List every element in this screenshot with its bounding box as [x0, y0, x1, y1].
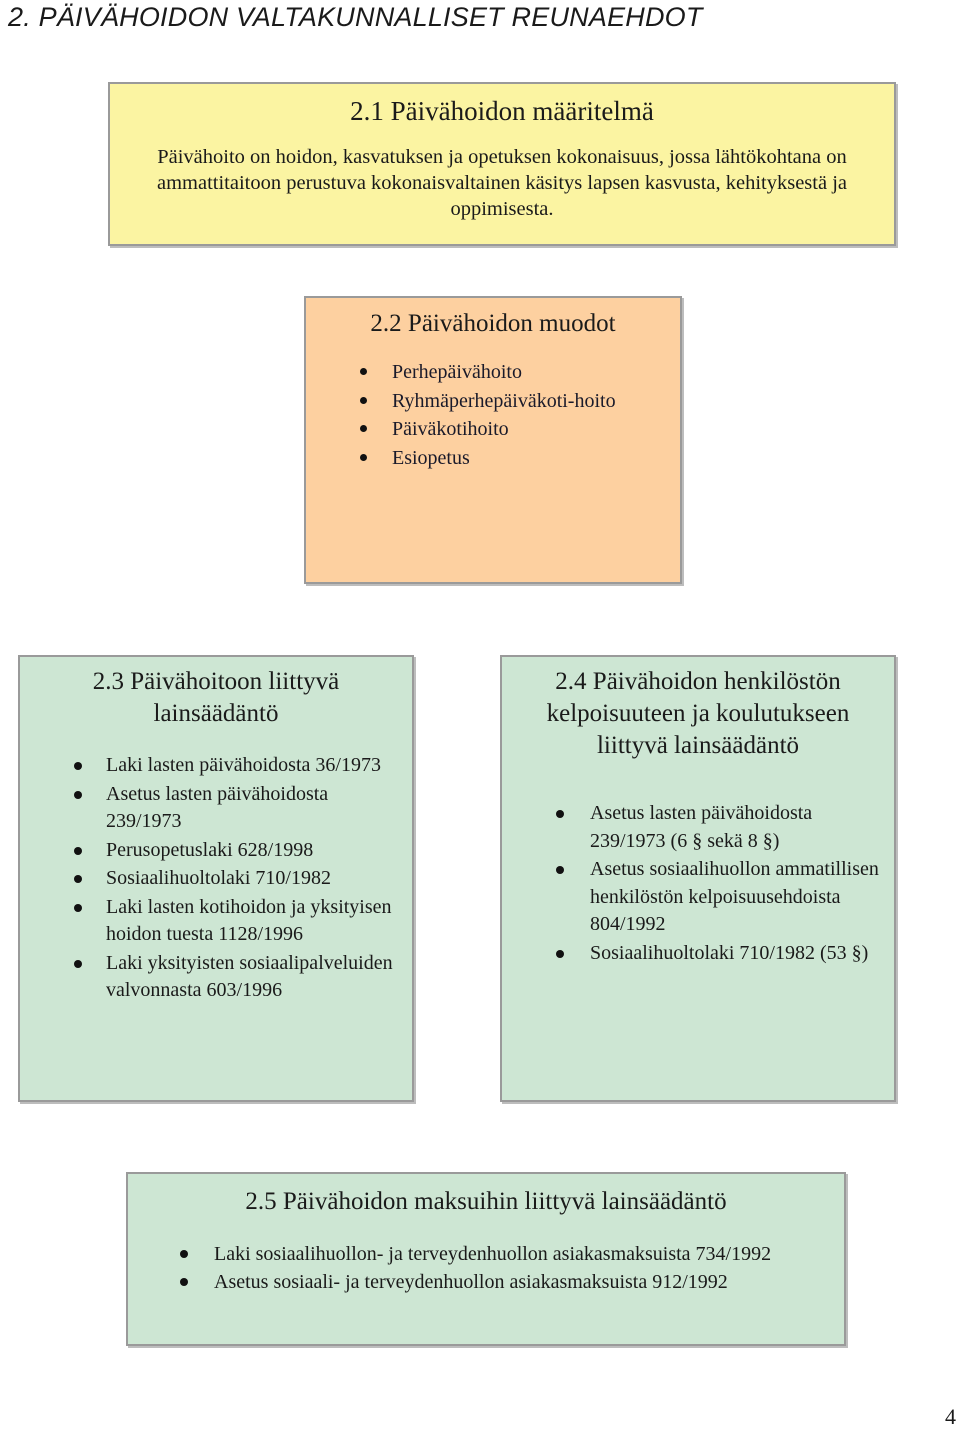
forms-box: [304, 296, 682, 584]
staff-legislation-list: [502, 800, 894, 967]
page-heading: 2. PÄIVÄHOIDON VALTAKUNNALLISET REUNAEHDOT: [8, 2, 703, 32]
forms-title: 2.2 Päivähoidon muodot: [370, 310, 616, 337]
forms-list: [306, 358, 680, 472]
list-item: Asetus sosiaali- ja terveydenhuollon asiakasmaksuista 912/1992: [214, 1268, 834, 1296]
list-item: Esiopetus: [392, 444, 640, 473]
page-number: 4: [945, 1404, 956, 1429]
list-item: Asetus lasten päivähoidosta 239/1973 (6 § sekä 8 §): [590, 800, 886, 855]
definition-text: Päivähoito on hoidon, kasvatuksen ja opetuksen kokonaisuus, jossa lähtökohtana on ammattitaitoon perustuva kokonaisvaltainen käsitys lapsen kasvusta, kehityksestä ja oppimisesta.: [156, 146, 847, 220]
fees-legislation-box: [126, 1172, 846, 1346]
list-item: Laki yksityisten sosiaalipalveluiden valvonnasta 603/1996: [106, 950, 400, 1005]
list-item: Sosiaalihuoltolaki 710/1982: [106, 865, 400, 893]
list-item: Laki lasten kotihoidon ja yksityisen hoidon tuesta 1128/1996: [106, 894, 400, 949]
fees-legislation-title: 2.5 Päivähoidon maksuihin liittyvä lainsäädäntö: [245, 1188, 727, 1215]
staff-legislation-title: 2.4 Päivähoidon henkilöstön kelpoisuuteen ja koulutukseen liittyvä lainsäädäntö: [546, 668, 850, 759]
list-item: Laki lasten päivähoidosta 36/1973: [106, 752, 400, 780]
staff-legislation-box: [500, 655, 896, 1102]
list-item: Asetus sosiaalihuollon ammatillisen henkilöstön kelpoisuusehdoista 804/1992: [590, 856, 886, 939]
legislation-title: 2.3 Päivähoitoon liittyvä lainsäädäntö: [92, 668, 340, 727]
legislation-box: [18, 655, 414, 1102]
list-item: Perhepäivähoito: [392, 358, 640, 387]
list-item: Sosiaalihuoltolaki 710/1982 (53 §): [590, 940, 886, 968]
fees-legislation-list: [128, 1240, 844, 1296]
list-item: Päiväkotihoito: [392, 415, 640, 444]
list-item: Ryhmäperhepäiväkoti-hoito: [392, 387, 640, 416]
list-item: Laki sosiaalihuollon- ja terveydenhuollon asiakasmaksuista 734/1992: [214, 1240, 834, 1268]
list-item: Perusopetuslaki 628/1998: [106, 837, 400, 865]
definition-title: 2.1 Päivähoidon määritelmä: [350, 96, 654, 126]
definition-box: [108, 82, 896, 246]
legislation-list: [20, 752, 412, 1005]
list-item: Asetus lasten päivähoidosta 239/1973: [106, 781, 400, 836]
